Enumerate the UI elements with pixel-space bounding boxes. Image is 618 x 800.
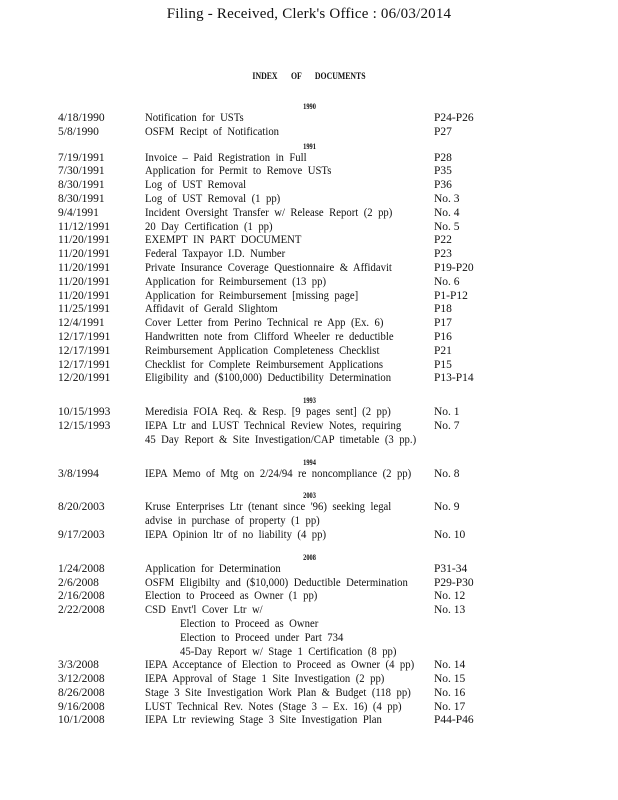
index-row (0, 290, 618, 304)
year-label: 1991 (302, 140, 316, 151)
row-date: 12/17/1991 (58, 330, 111, 343)
row-description (145, 262, 430, 276)
row-description (180, 618, 465, 632)
row-description-text: 45 Day Report & Site Investigation/CAP timetable (3 pp.) (145, 433, 417, 446)
row-date: 11/20/1991 (58, 275, 110, 288)
index-row (0, 179, 618, 193)
row-reference: P18 (434, 303, 452, 316)
row-description (145, 248, 430, 262)
row-date: 4/18/1990 (58, 112, 105, 124)
row-reference: P15 (434, 358, 452, 371)
row-description-text: Cover Letter from Perino Technical re App (Ex. 6) (145, 317, 384, 330)
index-row (0, 262, 618, 276)
index-row (0, 515, 618, 529)
row-description-text: Reimbursement Application Completeness Checklist (145, 344, 380, 357)
row-reference: No. 1 (434, 406, 460, 419)
row-description-text: CSD Envt'l Cover Ltr w/ (145, 604, 263, 617)
row-description (145, 193, 430, 207)
index-row (0, 563, 618, 577)
row-reference: No. 15 (434, 673, 466, 686)
index-row (0, 372, 618, 386)
row-description (145, 276, 430, 290)
index-row (0, 165, 618, 179)
row-description-text: Incident Oversight Transfer w/ Release Report (2 pp) (145, 206, 393, 219)
index-row (0, 687, 618, 701)
row-description-text: Affidavit of Gerald Slightom (145, 303, 278, 316)
index-row (0, 468, 618, 482)
year-label: 1990 (302, 101, 316, 111)
index-row (0, 317, 618, 331)
row-description-text: Checklist for Complete Reimbursement Applications (145, 358, 384, 371)
index-row (0, 126, 618, 140)
index-row (0, 406, 618, 420)
year-heading (0, 456, 618, 468)
index-row (0, 529, 618, 543)
year-heading (0, 100, 618, 112)
index-row (0, 618, 618, 632)
row-reference: No. 14 (434, 659, 466, 672)
row-description-text: IEPA Acceptance of Election to Proceed as Owner (4 pp) (145, 659, 415, 672)
year-heading (0, 140, 618, 152)
row-date: 3/3/2008 (58, 659, 99, 672)
index-row (0, 276, 618, 290)
row-date: 3/12/2008 (58, 673, 105, 686)
row-date: 5/8/1990 (58, 125, 99, 138)
row-description-text: IEPA Memo of Mtg on 2/24/94 re noncompliance (2 pp) (145, 467, 412, 480)
row-description (145, 317, 430, 331)
row-description (145, 420, 430, 434)
row-description-text: IEPA Approval of Stage 1 Site Investigation (2 pp) (145, 673, 385, 686)
row-date: 12/17/1991 (58, 358, 111, 371)
row-date: 8/26/2008 (58, 686, 105, 699)
row-description-text: Federal Taxpayor I.D. Number (145, 248, 286, 261)
row-date: 7/19/1991 (58, 151, 105, 164)
row-description (145, 126, 430, 140)
row-date: 8/30/1991 (58, 192, 105, 205)
index-row (0, 207, 618, 221)
row-reference: P1-P12 (434, 289, 468, 302)
row-description (145, 221, 430, 235)
row-reference: P24-P26 (434, 112, 474, 124)
row-date: 11/20/1991 (58, 248, 110, 261)
row-description (145, 577, 430, 591)
row-reference: No. 3 (434, 192, 460, 205)
row-description (145, 529, 430, 543)
row-date: 12/17/1991 (58, 344, 111, 357)
row-date: 12/20/1991 (58, 372, 111, 385)
row-description (145, 359, 430, 373)
index-row (0, 221, 618, 235)
index-row (0, 501, 618, 515)
row-description-text: Application for Reimbursement (13 pp) (145, 275, 327, 288)
row-description-text: 45-Day Report w/ Stage 1 Certification (8 pp) (180, 645, 397, 658)
row-description-text: 20 Day Certification (1 pp) (145, 220, 273, 233)
index-row (0, 646, 618, 660)
index-row (0, 420, 618, 434)
row-description (145, 372, 430, 386)
index-row (0, 714, 618, 728)
document-index (0, 100, 618, 728)
row-date: 1/24/2008 (58, 562, 105, 575)
row-reference: P44-P46 (434, 714, 474, 727)
row-reference: P13-P14 (434, 372, 474, 385)
index-row (0, 234, 618, 248)
row-date: 2/6/2008 (58, 576, 99, 589)
row-reference: No. 13 (434, 604, 466, 617)
row-reference: No. 10 (434, 528, 466, 541)
row-reference: P22 (434, 234, 452, 247)
row-description (145, 701, 430, 715)
row-reference: P21 (434, 344, 452, 357)
row-description (145, 563, 430, 577)
index-row (0, 701, 618, 715)
row-description-text: Log of UST Removal (1 pp) (145, 192, 281, 205)
row-date: 12/15/1993 (58, 419, 111, 432)
row-description-text: EXEMPT IN PART DOCUMENT (145, 234, 302, 247)
row-description-text: LUST Technical Rev. Notes (Stage 3 – Ex. 16) (4 pp) (145, 700, 402, 713)
index-row (0, 152, 618, 166)
row-date: 9/17/2003 (58, 528, 105, 541)
row-description-text: Kruse Enterprises Ltr (tenant since '96) seeking legal (145, 501, 392, 514)
row-description (145, 434, 430, 448)
row-reference: No. 16 (434, 686, 466, 699)
row-description-text: Election to Proceed as Owner (1 pp) (145, 590, 318, 603)
row-date: 9/4/1991 (58, 206, 99, 219)
row-description (145, 515, 430, 529)
row-description-text: Eligibility and ($100,000) Deductibility Determination (145, 372, 392, 385)
row-description (145, 406, 430, 420)
year-label: 2003 (302, 490, 316, 501)
row-reference: P29-P30 (434, 576, 474, 589)
row-reference: P27 (434, 125, 452, 138)
row-date: 12/4/1991 (58, 317, 105, 330)
row-description (145, 290, 430, 304)
row-date: 11/12/1991 (58, 220, 110, 233)
row-reference: P35 (434, 165, 452, 178)
index-row (0, 248, 618, 262)
row-description-text: Log of UST Removal (145, 179, 247, 192)
year-heading (0, 394, 618, 406)
index-row (0, 434, 618, 448)
row-description (145, 331, 430, 345)
row-date: 2/16/2008 (58, 590, 105, 603)
row-date: 8/30/1991 (58, 179, 105, 192)
row-description (145, 303, 430, 317)
row-date: 9/16/2008 (58, 700, 105, 713)
row-reference: No. 9 (434, 501, 460, 514)
row-description (145, 659, 430, 673)
row-description-text: Election to Proceed under Part 734 (180, 631, 344, 644)
year-heading (0, 551, 618, 563)
row-reference: No. 5 (434, 220, 460, 233)
row-description (145, 152, 430, 166)
row-description (145, 468, 430, 482)
row-description-text: Handwritten note from Clifford Wheeler re deductible (145, 330, 394, 343)
row-date: 11/20/1991 (58, 234, 110, 247)
row-description-text: Meredisia FOIA Req. & Resp. [9 pages sent] (2 pp) (145, 406, 391, 419)
row-reference: P23 (434, 248, 452, 261)
year-label: 2008 (302, 551, 316, 562)
row-description (145, 673, 430, 687)
section-gap (0, 448, 618, 456)
index-row (0, 577, 618, 591)
row-date: 11/25/1991 (58, 303, 110, 316)
index-title: INDEX OF DOCUMENTS (252, 72, 366, 82)
row-description (145, 714, 430, 728)
row-description (180, 646, 465, 660)
row-description-text: Invoice – Paid Registration in Full (145, 151, 307, 164)
row-description-text: Application for Reimbursement [missing page] (145, 289, 359, 302)
row-reference: No. 17 (434, 700, 466, 713)
section-gap (0, 543, 618, 551)
row-description-text: advise in purchase of property (1 pp) (145, 515, 320, 528)
row-reference: No. 7 (434, 419, 460, 432)
row-reference: P28 (434, 151, 452, 164)
row-description-text: IEPA Opinion ltr of no liability (4 pp) (145, 528, 327, 541)
index-row (0, 604, 618, 618)
row-description (145, 207, 430, 221)
row-reference: No. 12 (434, 590, 466, 603)
row-reference: No. 6 (434, 275, 460, 288)
row-date: 11/20/1991 (58, 261, 110, 274)
row-description (145, 179, 430, 193)
index-row (0, 673, 618, 687)
section-gap (0, 386, 618, 394)
row-description-text: Election to Proceed as Owner (180, 617, 319, 630)
row-reference: P16 (434, 330, 452, 343)
row-description-text: OSFM Eligibilty and ($10,000) Deductible Determination (145, 576, 408, 589)
row-reference: P17 (434, 317, 452, 330)
row-reference: P31-34 (434, 562, 468, 575)
index-row (0, 331, 618, 345)
row-description (145, 234, 430, 248)
row-date: 10/1/2008 (58, 714, 105, 727)
row-date: 2/22/2008 (58, 604, 105, 617)
section-gap (0, 481, 618, 489)
index-row (0, 659, 618, 673)
row-date: 3/8/1994 (58, 467, 99, 480)
row-reference: P36 (434, 179, 452, 192)
row-description (145, 687, 430, 701)
year-heading (0, 489, 618, 501)
row-description-text: IEPA Ltr reviewing Stage 3 Site Investigation Plan (145, 714, 382, 727)
index-row (0, 112, 618, 126)
row-description-text: Stage 3 Site Investigation Work Plan & Budget (118 pp) (145, 686, 411, 699)
year-label: 1994 (302, 456, 316, 467)
index-row (0, 590, 618, 604)
row-date: 8/20/2003 (58, 501, 105, 514)
index-row (0, 359, 618, 373)
row-reference: No. 4 (434, 206, 460, 219)
page-header: Filing - Received, Clerk's Office : 06/03/2014 (166, 6, 452, 22)
row-date: 7/30/1991 (58, 165, 105, 178)
row-description (180, 632, 465, 646)
row-description-text: Notification for USTs (145, 112, 244, 124)
row-description-text: IEPA Ltr and LUST Technical Review Notes, requiring (145, 419, 402, 432)
index-row (0, 193, 618, 207)
row-reference: P19-P20 (434, 261, 474, 274)
row-reference: No. 8 (434, 467, 460, 480)
row-description (145, 165, 430, 179)
index-row (0, 345, 618, 359)
row-description (145, 604, 430, 618)
row-description-text: Application for Permit to Remove USTs (145, 165, 332, 178)
row-description (145, 501, 430, 515)
row-description-text: Private Insurance Coverage Questionnaire & Affidavit (145, 261, 392, 274)
index-row (0, 632, 618, 646)
row-description (145, 112, 430, 126)
index-row (0, 303, 618, 317)
row-date: 11/20/1991 (58, 289, 110, 302)
row-description (145, 345, 430, 359)
year-label: 1993 (302, 395, 316, 406)
row-description-text: Application for Determination (145, 562, 281, 575)
row-date: 10/15/1993 (58, 406, 111, 419)
row-description (145, 590, 430, 604)
row-description-text: OSFM Recipt of Notification (145, 125, 280, 138)
